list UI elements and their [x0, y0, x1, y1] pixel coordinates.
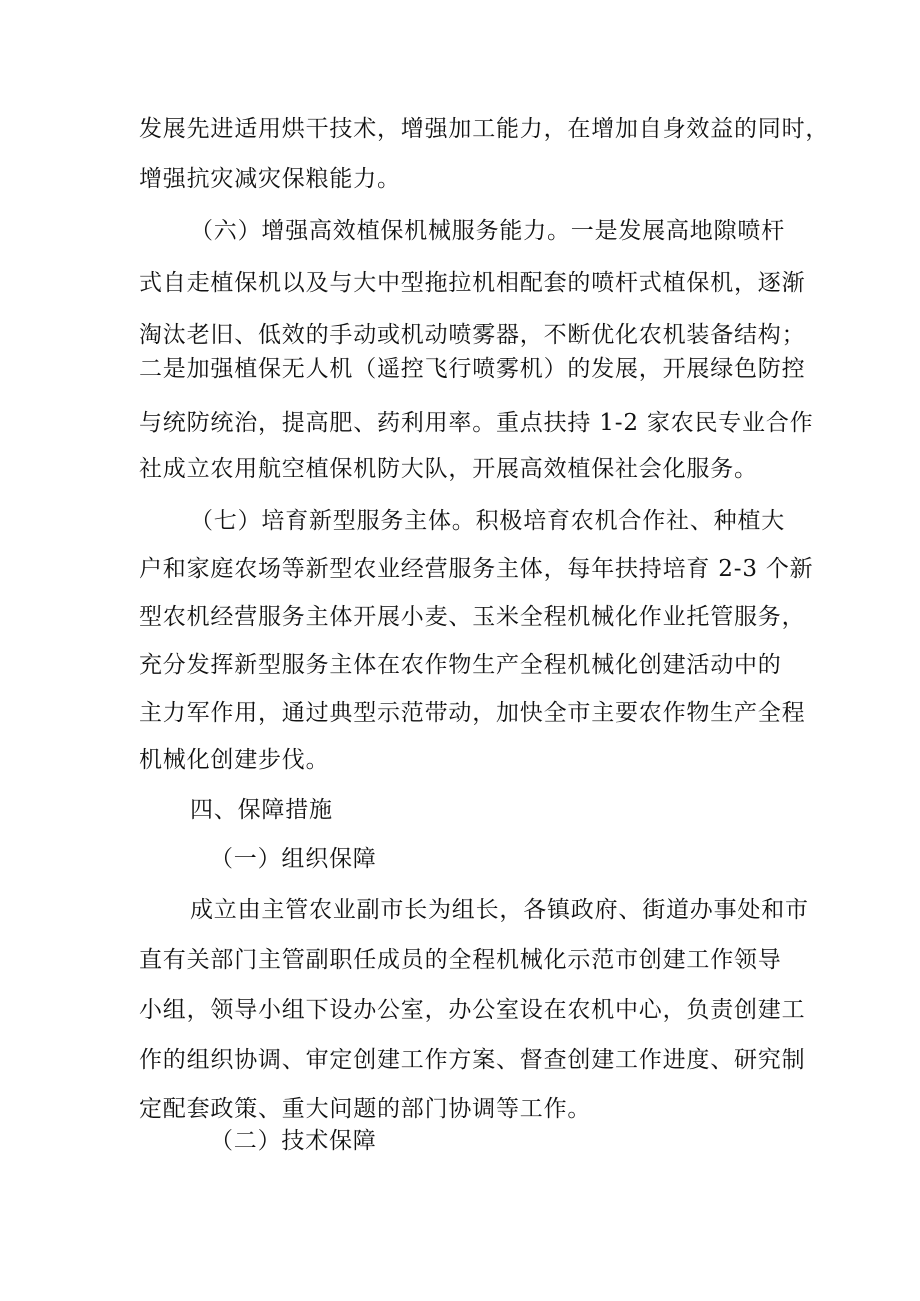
text-line: 淘汰老旧、低效的手动或机动喷雾器，不断优化农机装备结构； [139, 322, 806, 348]
subsection-heading: （一）组织保障 [210, 846, 377, 872]
text-line: 成立由主管农业副市长为组长，各镇政府、街道办事处和市 [190, 897, 809, 923]
text-line: 二是加强植保无人机（遥控飞行喷雾机）的发展，开展绿色防控 [139, 356, 806, 382]
text-line: 增强抗灾减灾保粮能力。 [139, 166, 401, 192]
text-line: 式自走植保机以及与大中型拖拉机相配套的喷杆式植保机，逐渐 [139, 270, 806, 296]
text-line: 充分发挥新型服务主体在农作物生产全程机械化创建活动中的 [139, 652, 782, 678]
section-heading: （六）增强高效植保机械服务能力。一是发展高地隙喷杆 [190, 218, 785, 244]
text-line: 小组，领导小组下设办公室，办公室设在农机中心，负责创建工 [139, 997, 806, 1023]
text-line: 机械化创建步伐。 [139, 747, 330, 773]
text-line: 户和家庭农场等新型农业经营服务主体，每年扶持培育 2-3 个新 [139, 556, 814, 582]
text-line: 型农机经营服务主体开展小麦、玉米全程机械化作业托管服务， [139, 604, 806, 630]
text-line: 发展先进适用烘干技术，增强加工能力，在增加自身效益的同时， [139, 116, 830, 142]
text-line: 直有关部门主管副职任成员的全程机械化示范市创建工作领导 [139, 947, 782, 973]
text-line: 作的组织协调、审定创建工作方案、督查创建工作进度、研究制 [139, 1047, 806, 1073]
text-line: 定配套政策、重大问题的部门协调等工作。 [139, 1096, 592, 1122]
subsection-heading: （二）技术保障 [210, 1128, 377, 1154]
text-line: 社成立农用航空植保机防大队，开展高效植保社会化服务。 [139, 456, 758, 482]
text-line: 与统防统治，提高肥、药利用率。重点扶持 1-2 家农民专业合作 [139, 410, 814, 436]
chapter-heading: 四、保障措施 [190, 797, 333, 823]
section-heading: （七）培育新型服务主体。积极培育农机合作社、种植大 [190, 508, 785, 534]
text-line: 主力军作用，通过典型示范带动，加快全市主要农作物生产全程 [139, 700, 806, 726]
